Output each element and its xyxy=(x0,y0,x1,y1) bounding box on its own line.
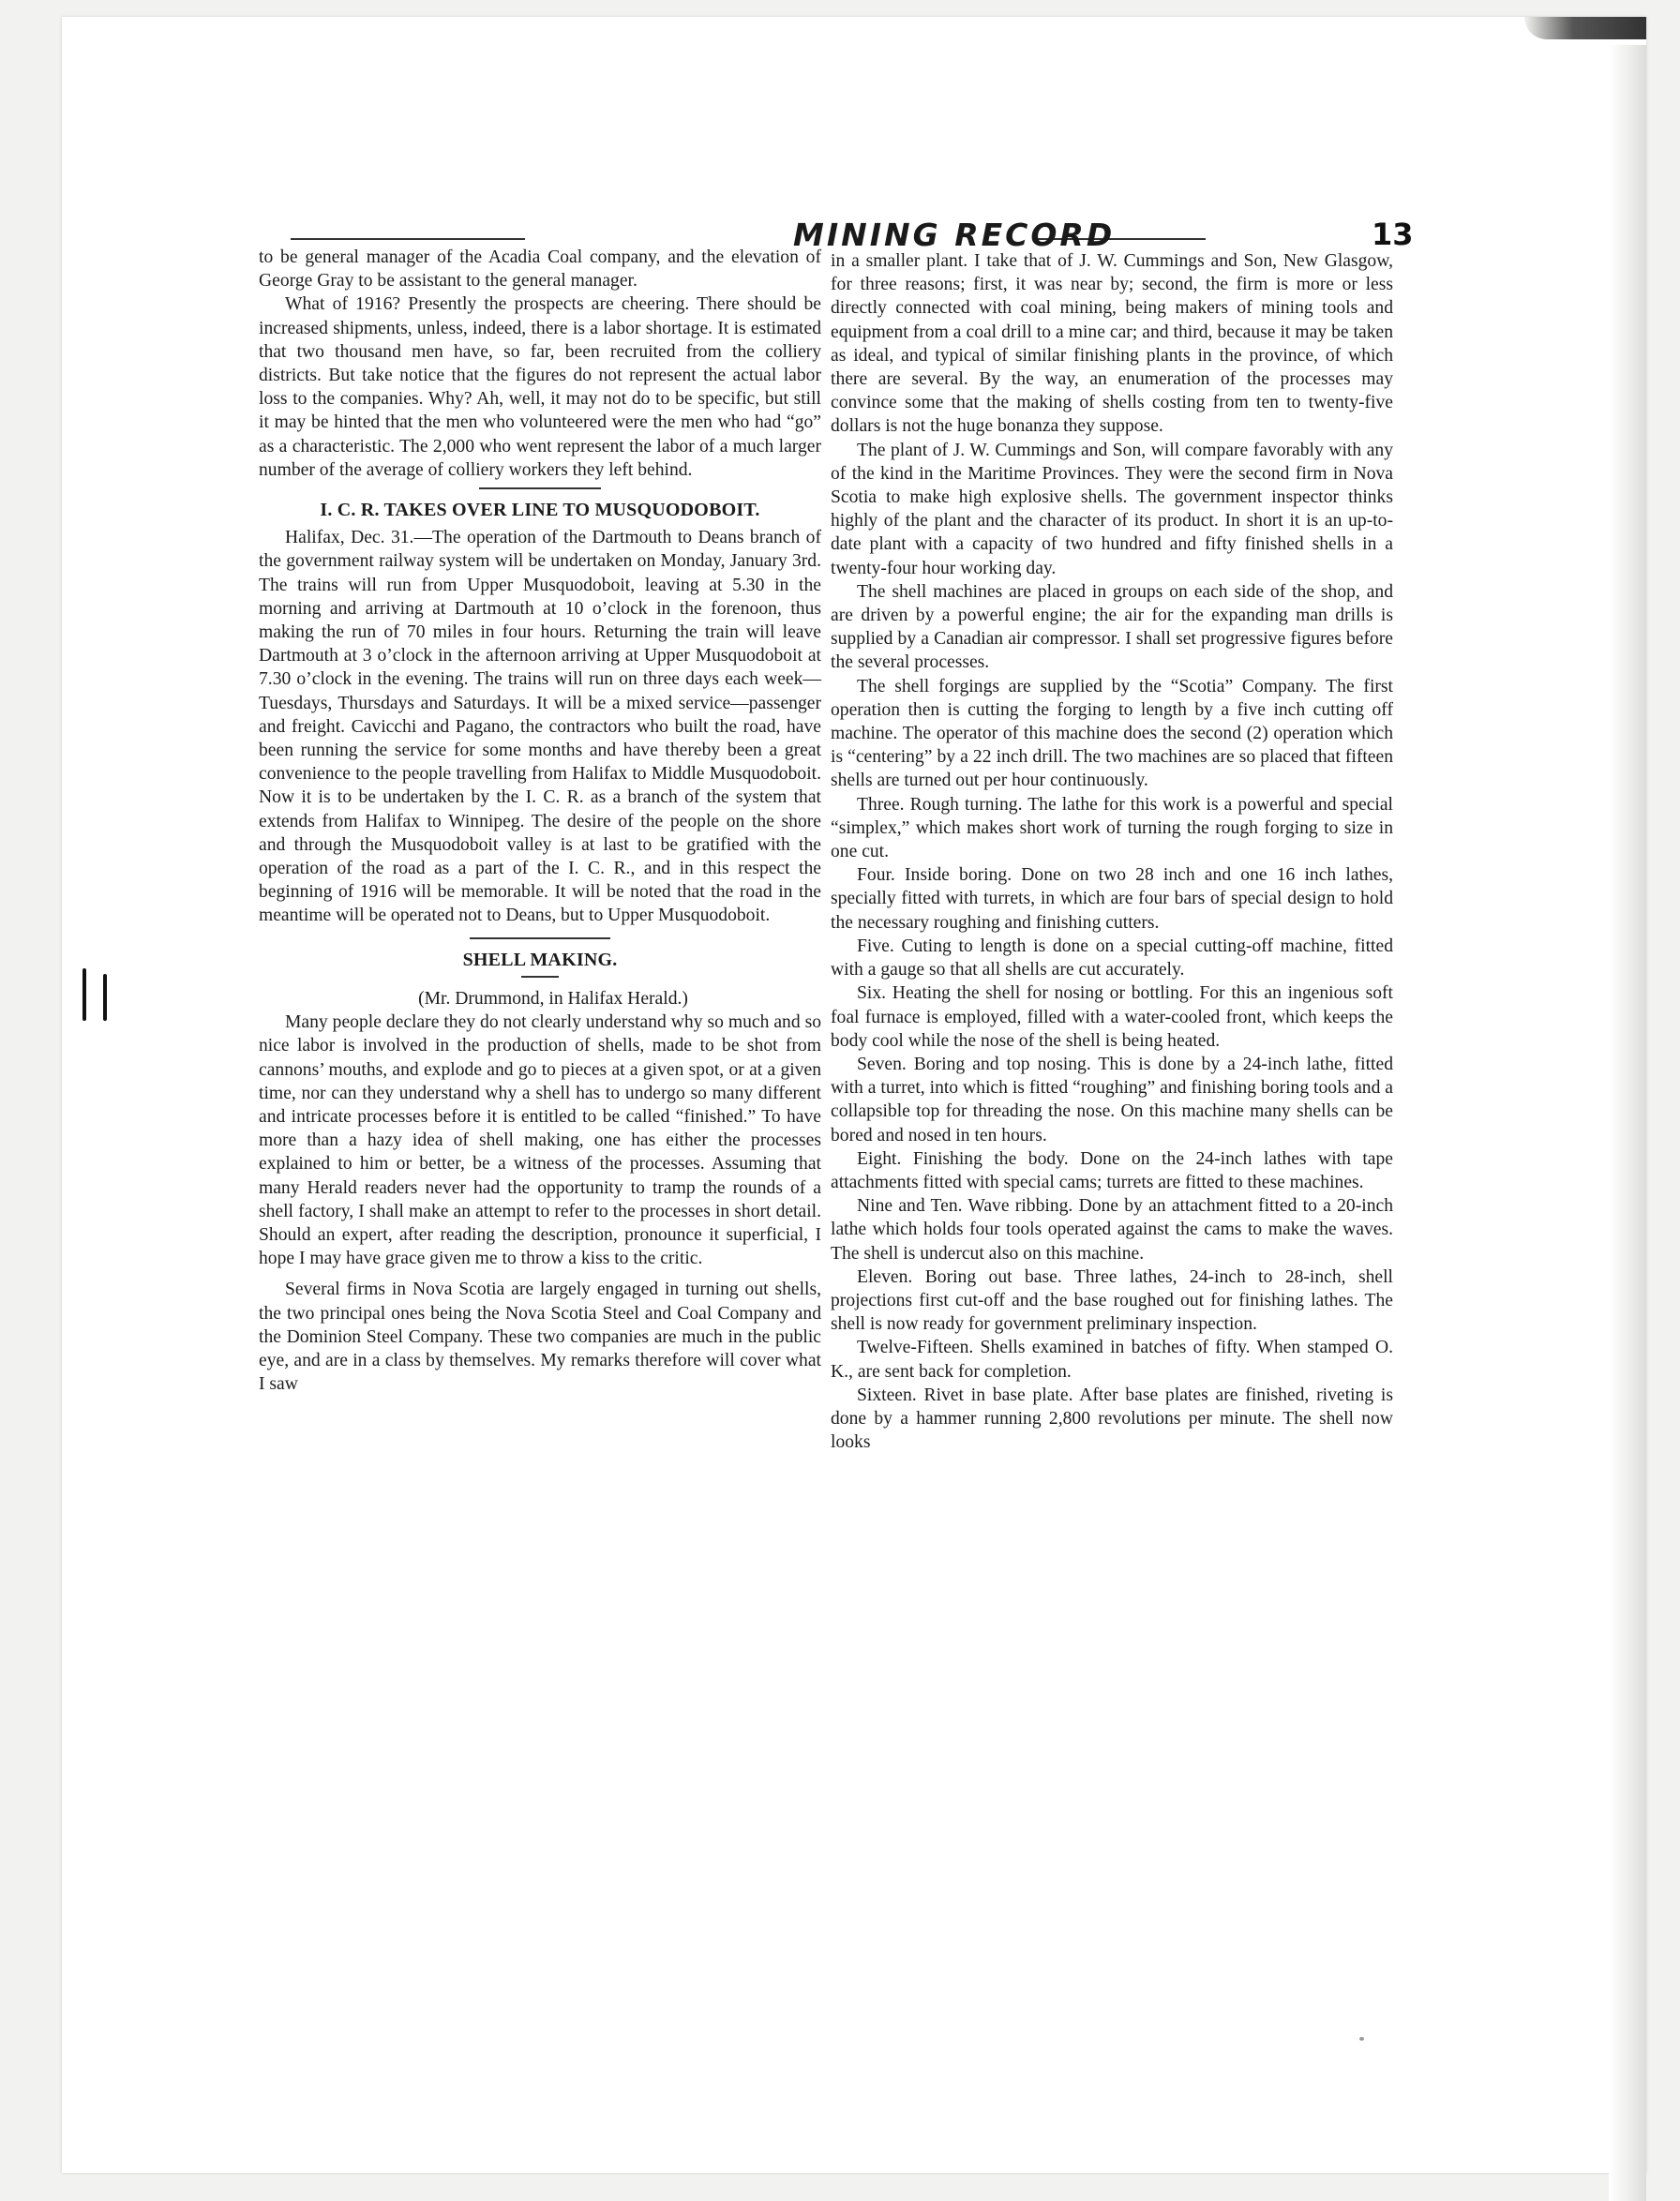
article-headline: I. C. R. TAKES OVER LINE TO MUSQUODOBOIT. xyxy=(320,500,760,521)
dust-speck xyxy=(1359,2037,1364,2041)
paragraph: Five. Cuting to length is done on a special cutting-off machine, fitted with a gauge so that all shells are cut accurately. xyxy=(831,936,1393,981)
paragraph: Seven. Boring and top nosing. This is done by a 24-inch lathe, fitted with a turret, into which is fitted “roughing” and finishing boring tools and a collapsible top for threading the nose. On this machine many shells can be bored and nosed in ten hours. xyxy=(831,1054,1393,1145)
paragraph: The plant of J. W. Cummings and Son, will compare favorably with any of the kind in the Maritime Provinces. They were the second firm in Nova Scotia to make high explosive shells. The government inspector thinks highly of the plant and the character of its product. In short it is an up-to-date plant with a capacity of two hundred and fifty finished shells in a twenty-four hour working day. xyxy=(831,440,1393,578)
running-title: MINING RECORD xyxy=(793,217,1116,253)
page-number: 13 xyxy=(1372,217,1414,252)
header-rule-left xyxy=(291,238,525,240)
page-corner-shadow xyxy=(1524,17,1646,39)
newspaper-page xyxy=(62,17,1646,2173)
paragraph: Twelve-Fifteen. Shells examined in batches of fifty. When stamped O. K., are sent back for completion. xyxy=(831,1338,1393,1382)
paragraph: The shell forgings are supplied by the “Scotia” Company. The first operation then is cutting the forging to length by a five inch cutting off machine. The operator of this machine does the second (2) operation which is “centering” by a 22 inch drill. The two machines are so placed that fifteen shells are turned out per hour continuously. xyxy=(831,676,1393,791)
paragraph: Many people declare they do not clearly understand why so much and so nice labor is involved in the production of shells, made to be shot from cannons’ mouths, and explode and go to pieces at a given spot, or at a given time, nor can they understand why a shell has to undergo so many different and intricate processes before it is entitled to be called “finished.” To have more than a hazy idea of shell making, one has either the processes explained to him or better, be a witness of the processes. Assuming that many Herald readers never had the opportunity to tramp the rounds of a shell factory, I shall make an attempt to refer to the processes in short detail. Should an expert, after reading the description, pronounce it superficial, I hope I may have grace given me to throw a kiss to the critic. xyxy=(259,1012,821,1269)
article-headline: SHELL MAKING. xyxy=(462,949,618,970)
article-separator xyxy=(479,487,601,489)
paragraph: Eight. Finishing the body. Done on the 24-inch lathes with tape attachments fitted with special cams; turrets are fitted to these machines. xyxy=(831,1148,1393,1192)
left-column xyxy=(259,246,821,1396)
paragraph: Nine and Ten. Wave ribbing. Done by an attachment fitted to a 20-inch lathe which holds four tools operated against the cams to make the waves. The shell is undercut also on this machine. xyxy=(831,1196,1393,1264)
article-separator xyxy=(470,937,610,939)
paragraph: Halifax, Dec. 31.—The operation of the Dartmouth to Deans branch of the government railway system will be undertaken on Monday, January 3rd. The trains will run from Upper Musquodoboit, leaving at 5.30 in the morning and arriving at Dartmouth at 10 o’clock in the forenoon, thus making the run of 70 miles in four hours. Returning the train will leave Dartmouth at 3 o’clock in the afternoon arriving at Upper Musquodoboit at 7.30 o’clock in the evening. The trains will run on three days each week—Tuesdays, Thursdays and Saturdays. It will be a mixed service—passenger and freight. Cavicchi and Pagano, the contractors who built the road, have been running the service for some months and have thereby been a great convenience to the people travelling from Halifax to Middle Musquodoboit. Now it is to be undertaken by the I. C. R. as a branch of the system that extends from Halifax to Winnipeg. The desire of the people on the shore and through the Musquodoboit valley is at last to be gratified with the operation of the road as a part of the I. C. R., and in this respect the beginning of 1916 will be memorable. It will be noted that the road in the meantime will be operated not to Deans, but to Upper Musquodoboit. xyxy=(259,528,821,926)
binding-marks xyxy=(82,968,120,1025)
right-column xyxy=(831,249,1393,1454)
paragraph: Six. Heating the shell for nosing or bottling. For this an ingenious soft foal furnace is employed, filled with a water-cooled front, which keeps the body cool while the nose of the shell is being heated. xyxy=(831,983,1393,1051)
paragraph: to be general manager of the Acadia Coal company, and the elevation of George Gray to be assistant to the general manager. xyxy=(259,247,821,292)
paragraph: in a smaller plant. I take that of J. W. Cummings and Son, New Glasgow, for three reasons; first, it was near by; second, the firm is more or less directly connected with coal mining, being makers of mining tools and equipment from a coal drill to a mine car; and third, because it may be taken as ideal, and typical of similar finishing plants in the province, of which there are several. By the way, an enumeration of the processes may convince some that the making of shells costing from ten to twenty-five dollars is not the huge bonanza they suppose. xyxy=(831,251,1393,437)
paragraph: Several firms in Nova Scotia are largely engaged in turning out shells, the two principal ones being the Nova Scotia Steel and Coal Company and the Dominion Steel Company. These two companies are much in the public eye, and are in a class by themselves. My remarks therefore will cover what I saw xyxy=(259,1280,821,1395)
paragraph: What of 1916? Presently the prospects are cheering. There should be increased shipments, unless, indeed, there is a labor shortage. It is estimated that two thousand men have, so far, been recruited from the colliery districts. But take notice that the figures do not represent the actual labor loss to the companies. Why? Ah, well, it may not do to be specific, but still it may be hinted that the men who volunteered were the men who had “go” as a characteristic. The 2,000 who went represent the labor of a much larger number of the average of colliery workers they left behind. xyxy=(259,294,821,480)
headline-underline xyxy=(521,976,559,978)
page-edge-shadow xyxy=(1609,45,1646,2201)
paragraph: Eleven. Boring out base. Three lathes, 24-inch to 28-inch, shell projections first cut-off and the base roughed out for finishing lathes. The shell is now ready for government preliminary inspection. xyxy=(831,1266,1393,1335)
byline: (Mr. Drummond, in Halifax Herald.) xyxy=(418,988,688,1009)
paragraph: Three. Rough turning. The lathe for this work is a powerful and special “simplex,” which makes short work of turning the rough forging to size in one cut. xyxy=(831,794,1393,862)
paragraph: Sixteen. Rivet in base plate. After base plates are finished, riveting is done by a hammer running 2,800 revolutions per minute. The shell now looks xyxy=(831,1385,1393,1453)
paragraph: Four. Inside boring. Done on two 28 inch and one 16 inch lathes, specially fitted with turrets, in which are four bars of special design to hold the necessary roughing and finishing cutters. xyxy=(831,865,1393,933)
paragraph: The shell machines are placed in groups on each side of the shop, and are driven by a powerful engine; the air for the expanding man drills is supplied by a Canadian air compressor. I shall set progressive figures before the several processes. xyxy=(831,581,1393,673)
